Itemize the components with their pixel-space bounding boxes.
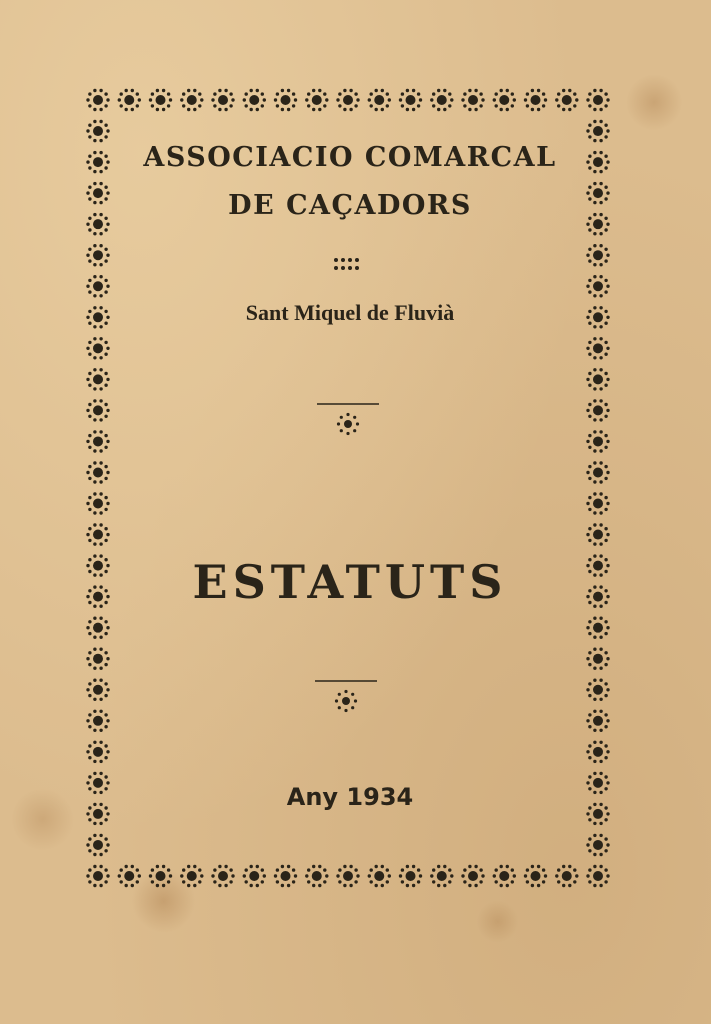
title-line-2: DE CAÇADORS: [228, 190, 472, 221]
publication-year: Any 1934: [286, 783, 414, 811]
rosette-ornament-icon: [315, 400, 381, 440]
rosette-ornament-icon: [313, 677, 379, 717]
title-line-1: ASSOCIACIO COMARCAL: [143, 142, 557, 173]
subtitle: Sant Miquel de Fluvià: [245, 300, 455, 325]
dot-cluster-icon: [332, 256, 364, 274]
document-heading: ESTATUTS: [192, 555, 508, 609]
